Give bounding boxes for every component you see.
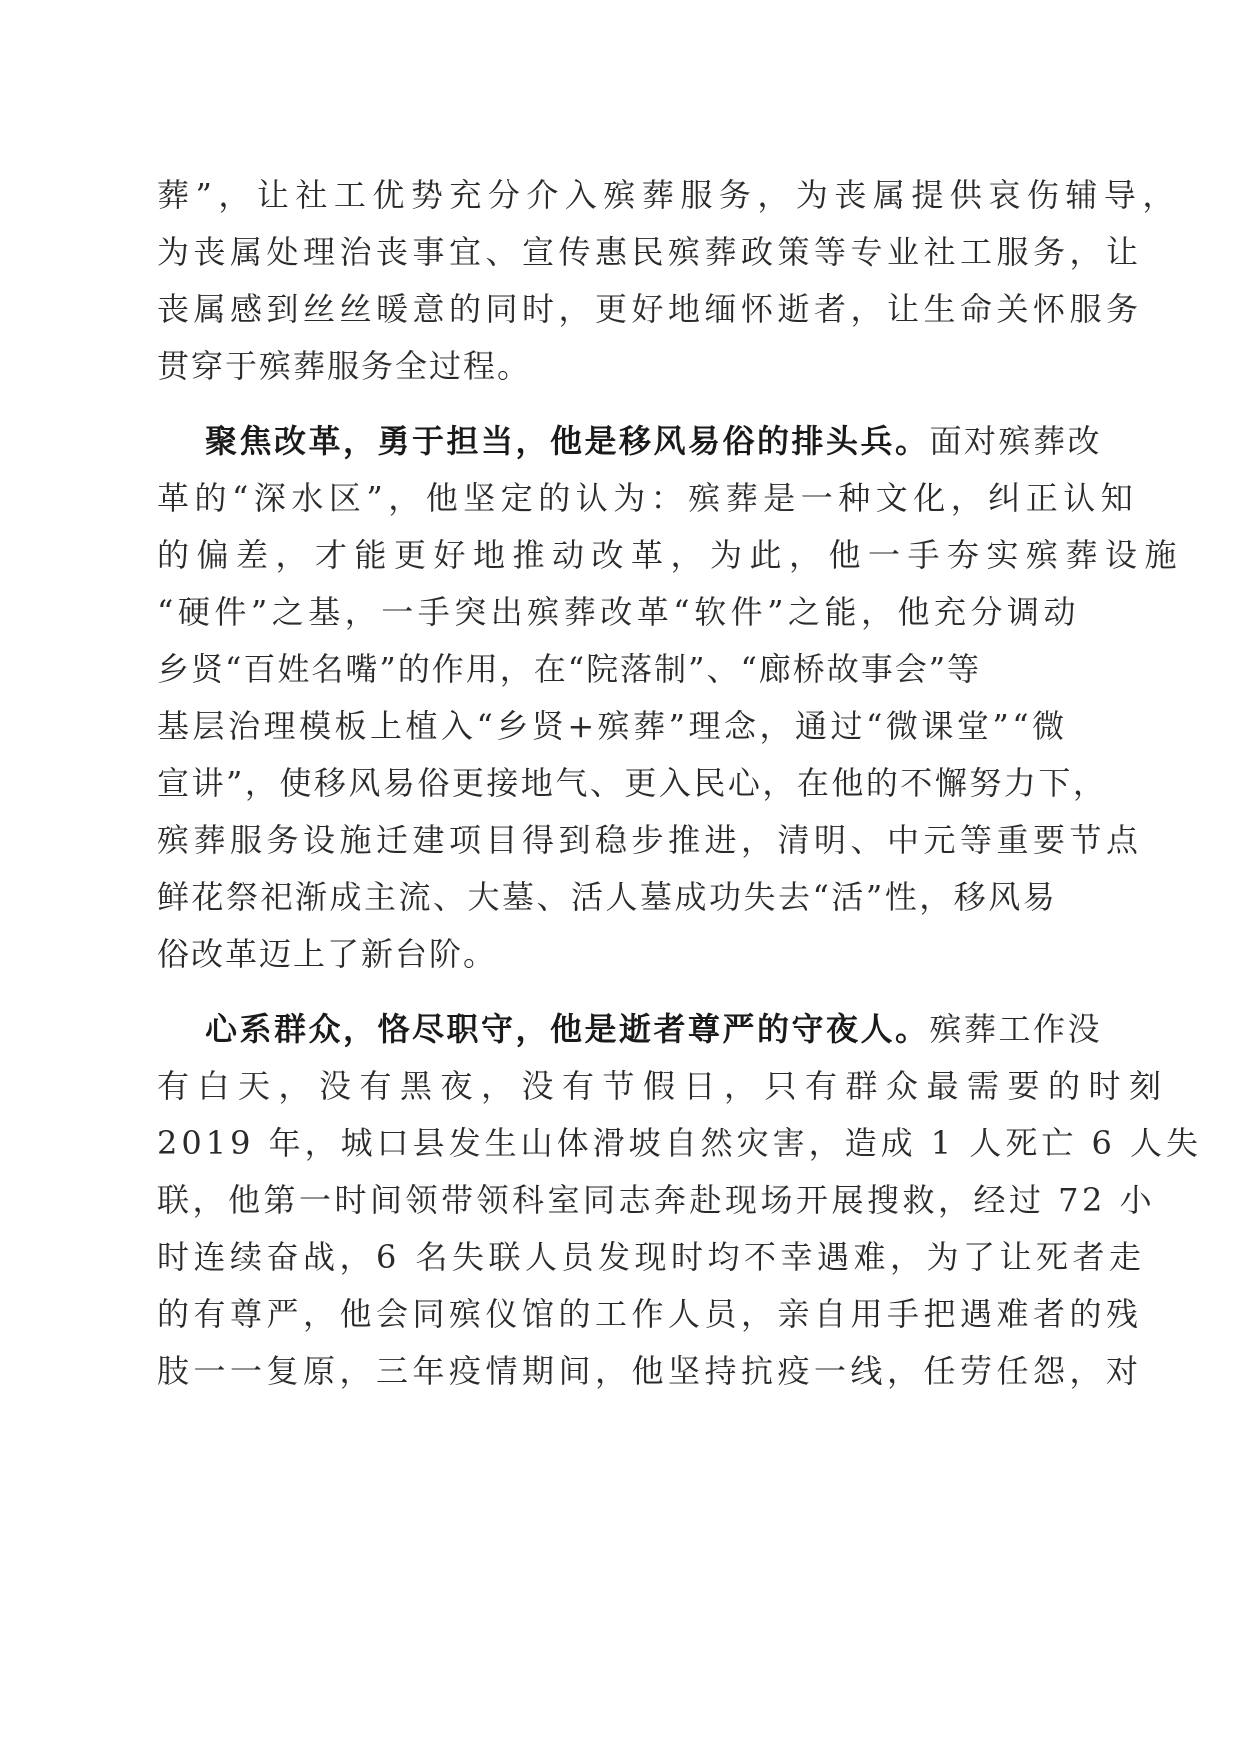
paragraph-3-lead-heading: 心系群众，恪尽职守，他是逝者尊严的守夜人。	[205, 1010, 930, 1048]
paragraph-1-line-3: 丧属感到丝丝暖意的同时，更好地缅怀逝者，让生命关怀服务	[157, 290, 1143, 328]
paragraph-3-line-6: 的有尊严，他会同殡仪馆的工作人员，亲自用手把遇难者的残	[157, 1295, 1143, 1333]
paragraph-3-line-1-text: 殡葬工作没	[929, 1010, 1103, 1048]
paragraph-3-line-5: 时连续奋战，6 名失联人员发现时均不幸遇难，为了让死者走	[157, 1238, 1146, 1276]
paragraph-2-line-1-text: 面对殡葬改	[929, 422, 1103, 460]
paragraph-2-line-4: “硬件”之基，一手突出殡葬改革“软件”之能，他充分调动	[157, 593, 1080, 631]
paragraph-1-line-2: 为丧属处理治丧事宜、宣传惠民殡葬政策等专业社工服务，让	[157, 233, 1143, 271]
paragraph-2-line-7: 宣讲”，使移风易俗更接地气、更入民心，在他的不懈努力下，	[157, 764, 1108, 802]
paragraph-2-line-5: 乡贤“百姓名嘴”的作用，在“院落制”、“廊桥故事会”等	[157, 650, 982, 688]
paragraph-2-line-9: 鲜花祭祀渐成主流、大墓、活人墓成功失去“活”性，移风易	[157, 878, 1058, 916]
paragraph-3-line-1	[205, 1005, 1103, 1053]
paragraph-2-line-8: 殡葬服务设施迁建项目得到稳步推进，清明、中元等重要节点	[157, 821, 1143, 859]
paragraph-3-line-3: 2019 年，城口县发生山体滑坡自然灾害，造成 1 人死亡 6 人失	[157, 1124, 1203, 1162]
paragraph-2-line-6: 基层治理模板上植入“乡贤+殡葬”理念，通过“微课堂”“微	[157, 707, 1068, 745]
paragraph-2-lead-heading: 聚焦改革，勇于担当，他是移风易俗的排头兵。	[205, 422, 930, 460]
paragraph-2-line-3: 的偏差，才能更好地推动改革，为此，他一手夯实殡葬设施	[157, 536, 1185, 574]
paragraph-3-line-4: 联，他第一时间领带领科室同志奔赴现场开展搜救，经过 72 小	[157, 1181, 1156, 1219]
paragraph-1-line-1: 葬”，让社工优势充分介入殡葬服务，为丧属提供哀伤辅导，	[157, 176, 1181, 214]
paragraph-2-line-10: 俗改革迈上了新台阶。	[157, 935, 498, 973]
paragraph-2-line-1	[205, 417, 1103, 465]
paragraph-3-line-2: 有白天，没有黑夜，没有节假日，只有群众最需要的时刻	[157, 1067, 1170, 1105]
paragraph-1-line-4: 贯穿于殡葬服务全过程。	[157, 347, 532, 385]
paragraph-2-line-2: 革的“深水区”，他坚定的认为：殡葬是一种文化，纠正认知	[157, 479, 1139, 517]
paragraph-3-line-7: 肢一一复原，三年疫情期间，他坚持抗疫一线，任劳任怨，对	[157, 1352, 1143, 1390]
